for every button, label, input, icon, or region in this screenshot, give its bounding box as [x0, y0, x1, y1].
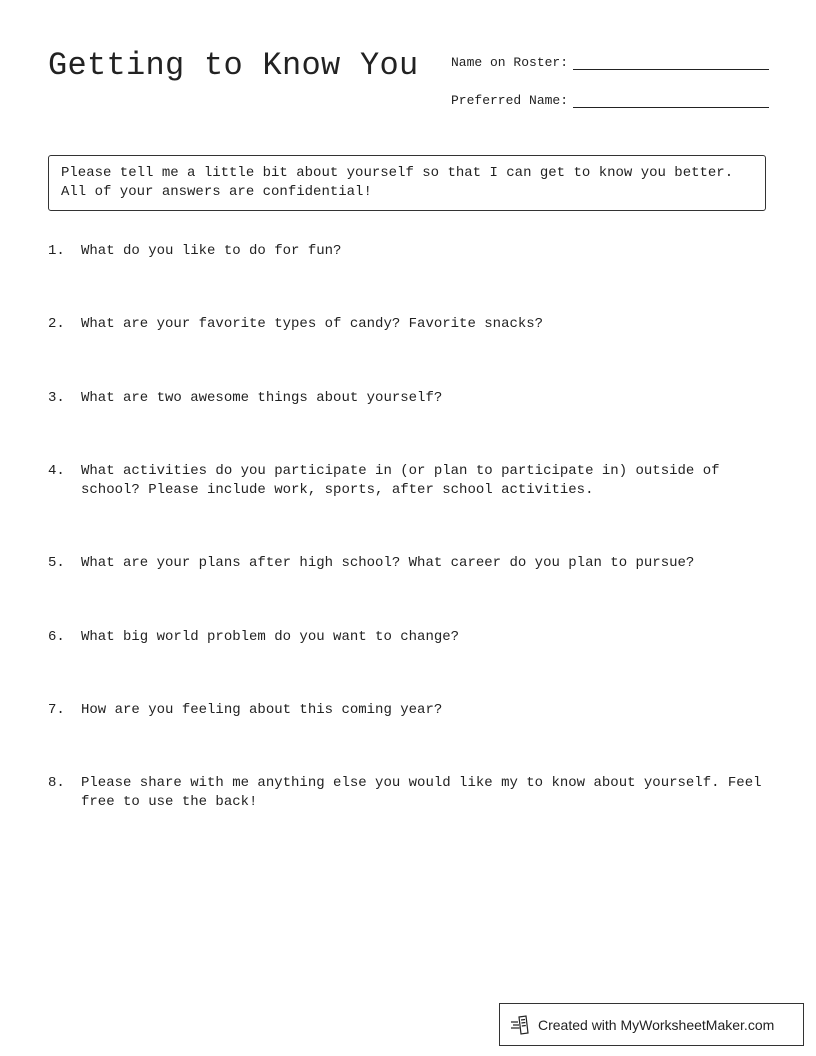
question-item: [48, 315, 768, 334]
question-text: What are your favorite types of candy? Favorite snacks?: [81, 316, 544, 332]
question-item: [48, 242, 768, 261]
name-on-roster-row: [451, 48, 769, 70]
name-on-roster-blank[interactable]: [573, 51, 769, 70]
question-number: 4.: [48, 463, 65, 479]
question-number: 5.: [48, 555, 65, 571]
question-text: Please share with me anything else you would like my to know about yourself. Feel free to use the back!: [81, 775, 762, 810]
question-text: How are you feeling about this coming year?: [81, 702, 443, 718]
created-with-text: Created with MyWorksheetMaker.com: [538, 1016, 775, 1033]
question-number: 1.: [48, 243, 65, 259]
worksheet-logo-icon: [510, 1014, 532, 1036]
question-text: What are two awesome things about yourself?: [81, 390, 443, 406]
question-item: [48, 554, 768, 573]
question-text: What big world problem do you want to change?: [81, 629, 460, 645]
page-title: Getting to Know You: [48, 47, 419, 84]
question-text: What are your plans after high school? What career do you plan to pursue?: [81, 555, 695, 571]
intro-box: Please tell me a little bit about yourself so that I can get to know you better. All of your answers are confidential!: [48, 155, 766, 211]
preferred-name-row: [451, 86, 769, 108]
question-item: [48, 628, 768, 647]
question-number: 6.: [48, 629, 65, 645]
question-number: 3.: [48, 390, 65, 406]
question-number: 8.: [48, 775, 65, 791]
question-item: [48, 462, 768, 500]
question-item: [48, 389, 768, 408]
question-item: [48, 701, 768, 720]
name-on-roster-label: Name on Roster:: [451, 55, 569, 70]
question-text: What do you like to do for fun?: [81, 243, 342, 259]
question-number: 7.: [48, 702, 65, 718]
preferred-name-label: Preferred Name:: [451, 93, 569, 108]
preferred-name-blank[interactable]: [573, 89, 769, 108]
created-with-badge[interactable]: [499, 1003, 804, 1046]
question-text: What activities do you participate in (or plan to participate in) outside of school? Please include work, sports, after school activities.: [81, 463, 720, 498]
question-item: [48, 774, 768, 812]
name-fields: [451, 48, 769, 124]
question-number: 2.: [48, 316, 65, 332]
